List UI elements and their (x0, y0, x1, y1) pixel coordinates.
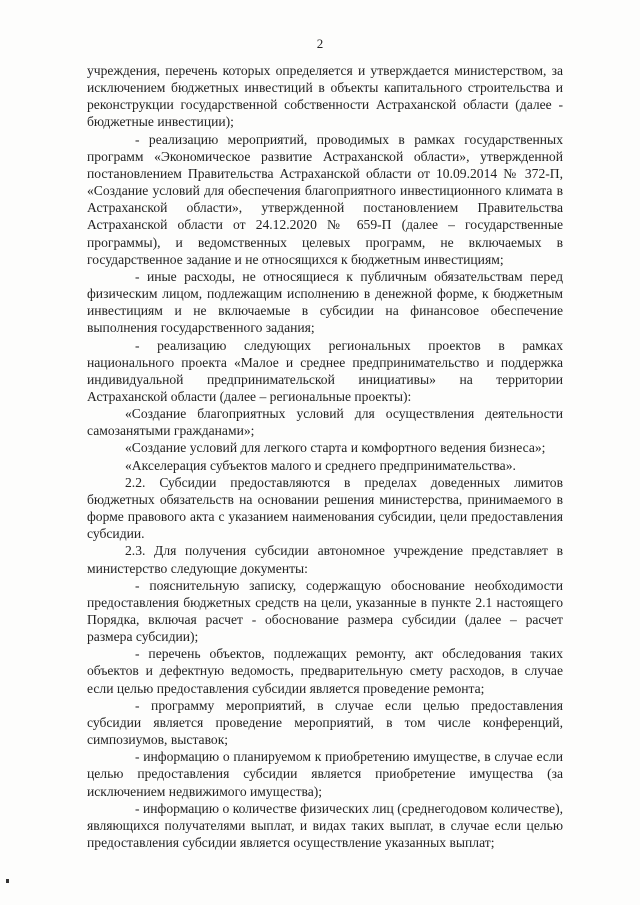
section-2-2: 2.2. Субсидии предоставляются в пределах доведенных лимитов бюджетных обязательств на основании решения министерства, принимаемого в форме правового акта с указанием наименования субсидии, цели предоставления субсидии. (87, 474, 563, 542)
project-item: «Акселерация субъектов малого и среднего предпринимательства». (125, 457, 516, 473)
scan-mark (6, 879, 9, 883)
document-body (87, 62, 563, 851)
document-list-item: - информацию о планируемом к приобретению имуществе, в случае если целью предоставления субсидии является приобретение имущества (за исключением недвижимого имущества); (87, 749, 563, 799)
paragraph: - иные расходы, не относящиеся к публичным обязательствам перед физическим лицом, подлежащим исполнению в денежной форме, к бюджетным инвестициям и не включаемые в субсидии на финансовое обеспечение выполнения государственного задания; (87, 268, 563, 336)
project-item: «Создание благоприятных условий для осуществления деятельности самозанятыми гражданами»; (87, 406, 563, 439)
document-list-item: - пояснительную записку, содержащую обоснование необходимости предоставления бюджетных средств на цели, указанные в пункте 2.1 настоящего Порядка, включая расчет - обоснование размера субсидии (далее – расчет размера субсидии); (87, 577, 563, 645)
section-2-3: 2.3. Для получения субсидии автономное учреждение представляет в министерство следующие документы: (87, 543, 563, 576)
paragraph: - реализацию мероприятий, проводимых в рамках государственных программ «Экономическое развитие Астраханской области», утвержденной постановлением Правительства Астраханской области от 10.09.2014 № 372-П, «Создание условий для обеспечения благоприятного инвестиционного климата в Астраханской области», утвержденной постановлением Правительства Астраханской области от 24.12.2020 № 659-П (далее – государственные программы), и ведомственных целевых программ, не включаемых в государственное задание и не относящихся к бюджетным инвестициям; (87, 131, 563, 267)
page-number: 2 (316, 36, 324, 51)
document-list-item: - информацию о количестве физических лиц (среднегодовом количестве), являющихся получателями выплат, и видах таких выплат, в случае если целью предоставления субсидии является осуществление указанных выплат; (87, 800, 563, 851)
document-list-item: - перечень объектов, подлежащих ремонту, акт обследования таких объектов и дефектную ведомость, предварительную смету расходов, в случае если целью предоставления субсидии является проведение ремонта; (87, 646, 563, 696)
document-list-item: - программу мероприятий, в случае если целью предоставления субсидии является проведение мероприятий, в том числе конференций, симпозиумов, выставок; (87, 697, 563, 748)
scan-artifact (0, 0, 170, 10)
paragraph: учреждения, перечень которых определяется и утверждается министерством, за исключением бюджетных инвестиций в объекты капитального строительства и реконструкции государственной собственности Астраханской области (далее - бюджетные инвестиции); (87, 63, 563, 130)
project-item: «Создание условий для легкого старта и комфортного ведения бизнеса»; (125, 440, 546, 456)
paragraph: - реализацию следующих региональных проектов в рамках национального проекта «Малое и среднее предпринимательство и поддержка индивидуальной предпринимательской инициативы» на территории Астраханской области (далее – региональные проекты): (87, 337, 563, 404)
